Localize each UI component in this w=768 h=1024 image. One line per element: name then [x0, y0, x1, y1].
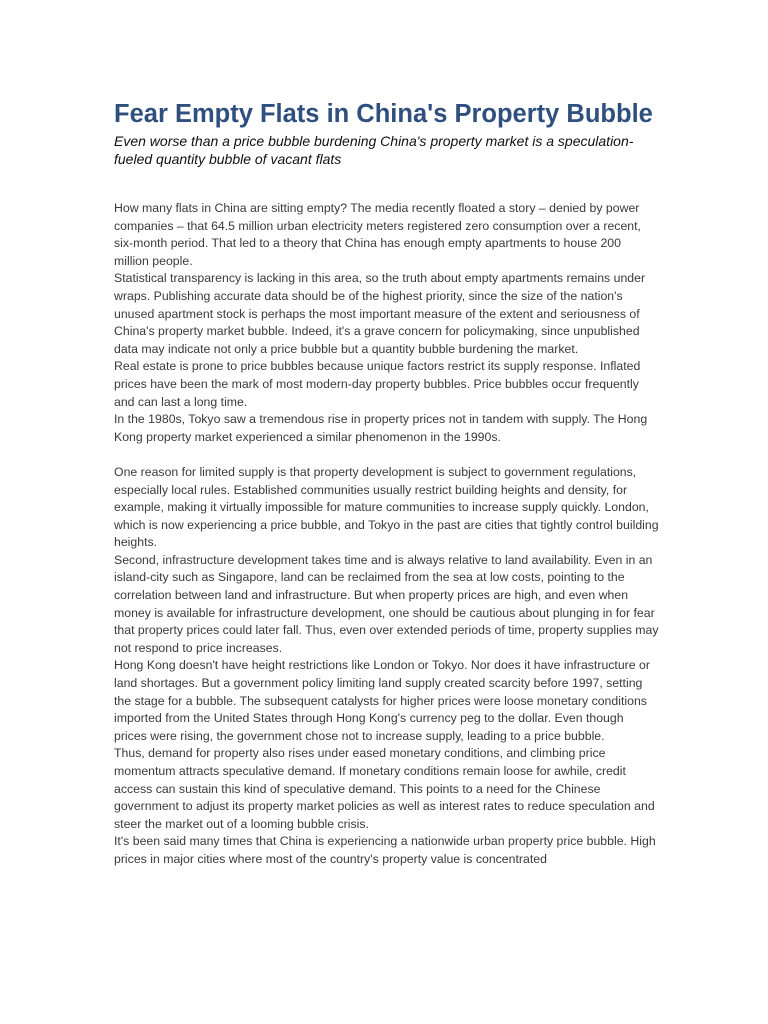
article-paragraph-3: Real estate is prone to price bubbles because unique factors restrict its supply response. Inflated prices have been the mark of most modern-day property bubbles. Price bubbles occur frequently and can last a long time. — [114, 359, 641, 409]
article-page — [114, 96, 659, 869]
article-body — [114, 200, 659, 869]
article-paragraph-5: One reason for limited supply is that property development is subject to government regulations, especially local rules. Established communities usually restrict building heights and density, for example, making it virtually impossible for mature communities to increase supply quickly. London, which is now experiencing a price bubble, and Tokyo in the past are cities that tightly control building heights. — [114, 464, 659, 550]
article-title: Fear Empty Flats in China's Property Bubble — [114, 100, 653, 128]
article-paragraph-9: It's been said many times that China is experiencing a nationwide urban property price bubble. High prices in major cities where most of the country's property value is concentrated — [114, 834, 656, 866]
article-paragraph-4: In the 1980s, Tokyo saw a tremendous rise in property prices not in tandem with supply. The Hong Kong property market experienced a similar phenomenon in the 1990s. — [114, 412, 648, 444]
article-paragraph-1: How many flats in China are sitting empty? The media recently floated a story – denied by power companies – that 64.5 million urban electricity meters registered zero consumption over a recent, six-month period. That led to a theory that China has enough empty apartments to house 200 million people. — [114, 201, 641, 268]
article-subtitle: Even worse than a price bubble burdening China's property market is a speculation-fueled quantity bubble of vacant flats — [114, 133, 634, 167]
article-paragraph-6: Second, infrastructure development takes time and is always relative to land availability. Even in an island-city such as Singapore, land can be reclaimed from the sea at low costs, pointing to the correlation between land and infrastructure. But when property prices are high, and even when money is available for infrastructure development, one should be cautious about plunging in for fear that property prices could later fall. Thus, even over extended periods of time, property supplies may not respond to price increases. — [114, 552, 659, 655]
article-paragraph-7: Hong Kong doesn't have height restrictions like London or Tokyo. Nor does it have infrastructure or land shortages. But a government policy limiting land supply created scarcity before 1997, setting the stage for a bubble. The subsequent catalysts for higher prices were loose monetary conditions imported from the United States through Hong Kong's currency peg to the dollar. Even though prices were rising, the government chose not to increase supply, leading to a price bubble. — [114, 658, 650, 743]
article-paragraph-2: Statistical transparency is lacking in this area, so the truth about empty apartments remains under wraps. Publishing accurate data should be of the highest priority, since the size of the nation's unused apartment stock is perhaps the most important measure of the extent and seriousness of China's property market bubble. Indeed, it's a grave concern for policymaking, since unpublished data may indicate not only a price bubble but a quantity bubble burdening the market. — [114, 271, 646, 356]
article-paragraph-8: Thus, demand for property also rises under eased monetary conditions, and climbing price momentum attracts speculative demand. If monetary conditions remain loose for awhile, credit access can sustain this kind of speculative demand. This points to a need for the Chinese government to adjust its property market policies as well as interest rates to reduce speculation and steer the market out of a looming bubble crisis. — [114, 746, 655, 831]
